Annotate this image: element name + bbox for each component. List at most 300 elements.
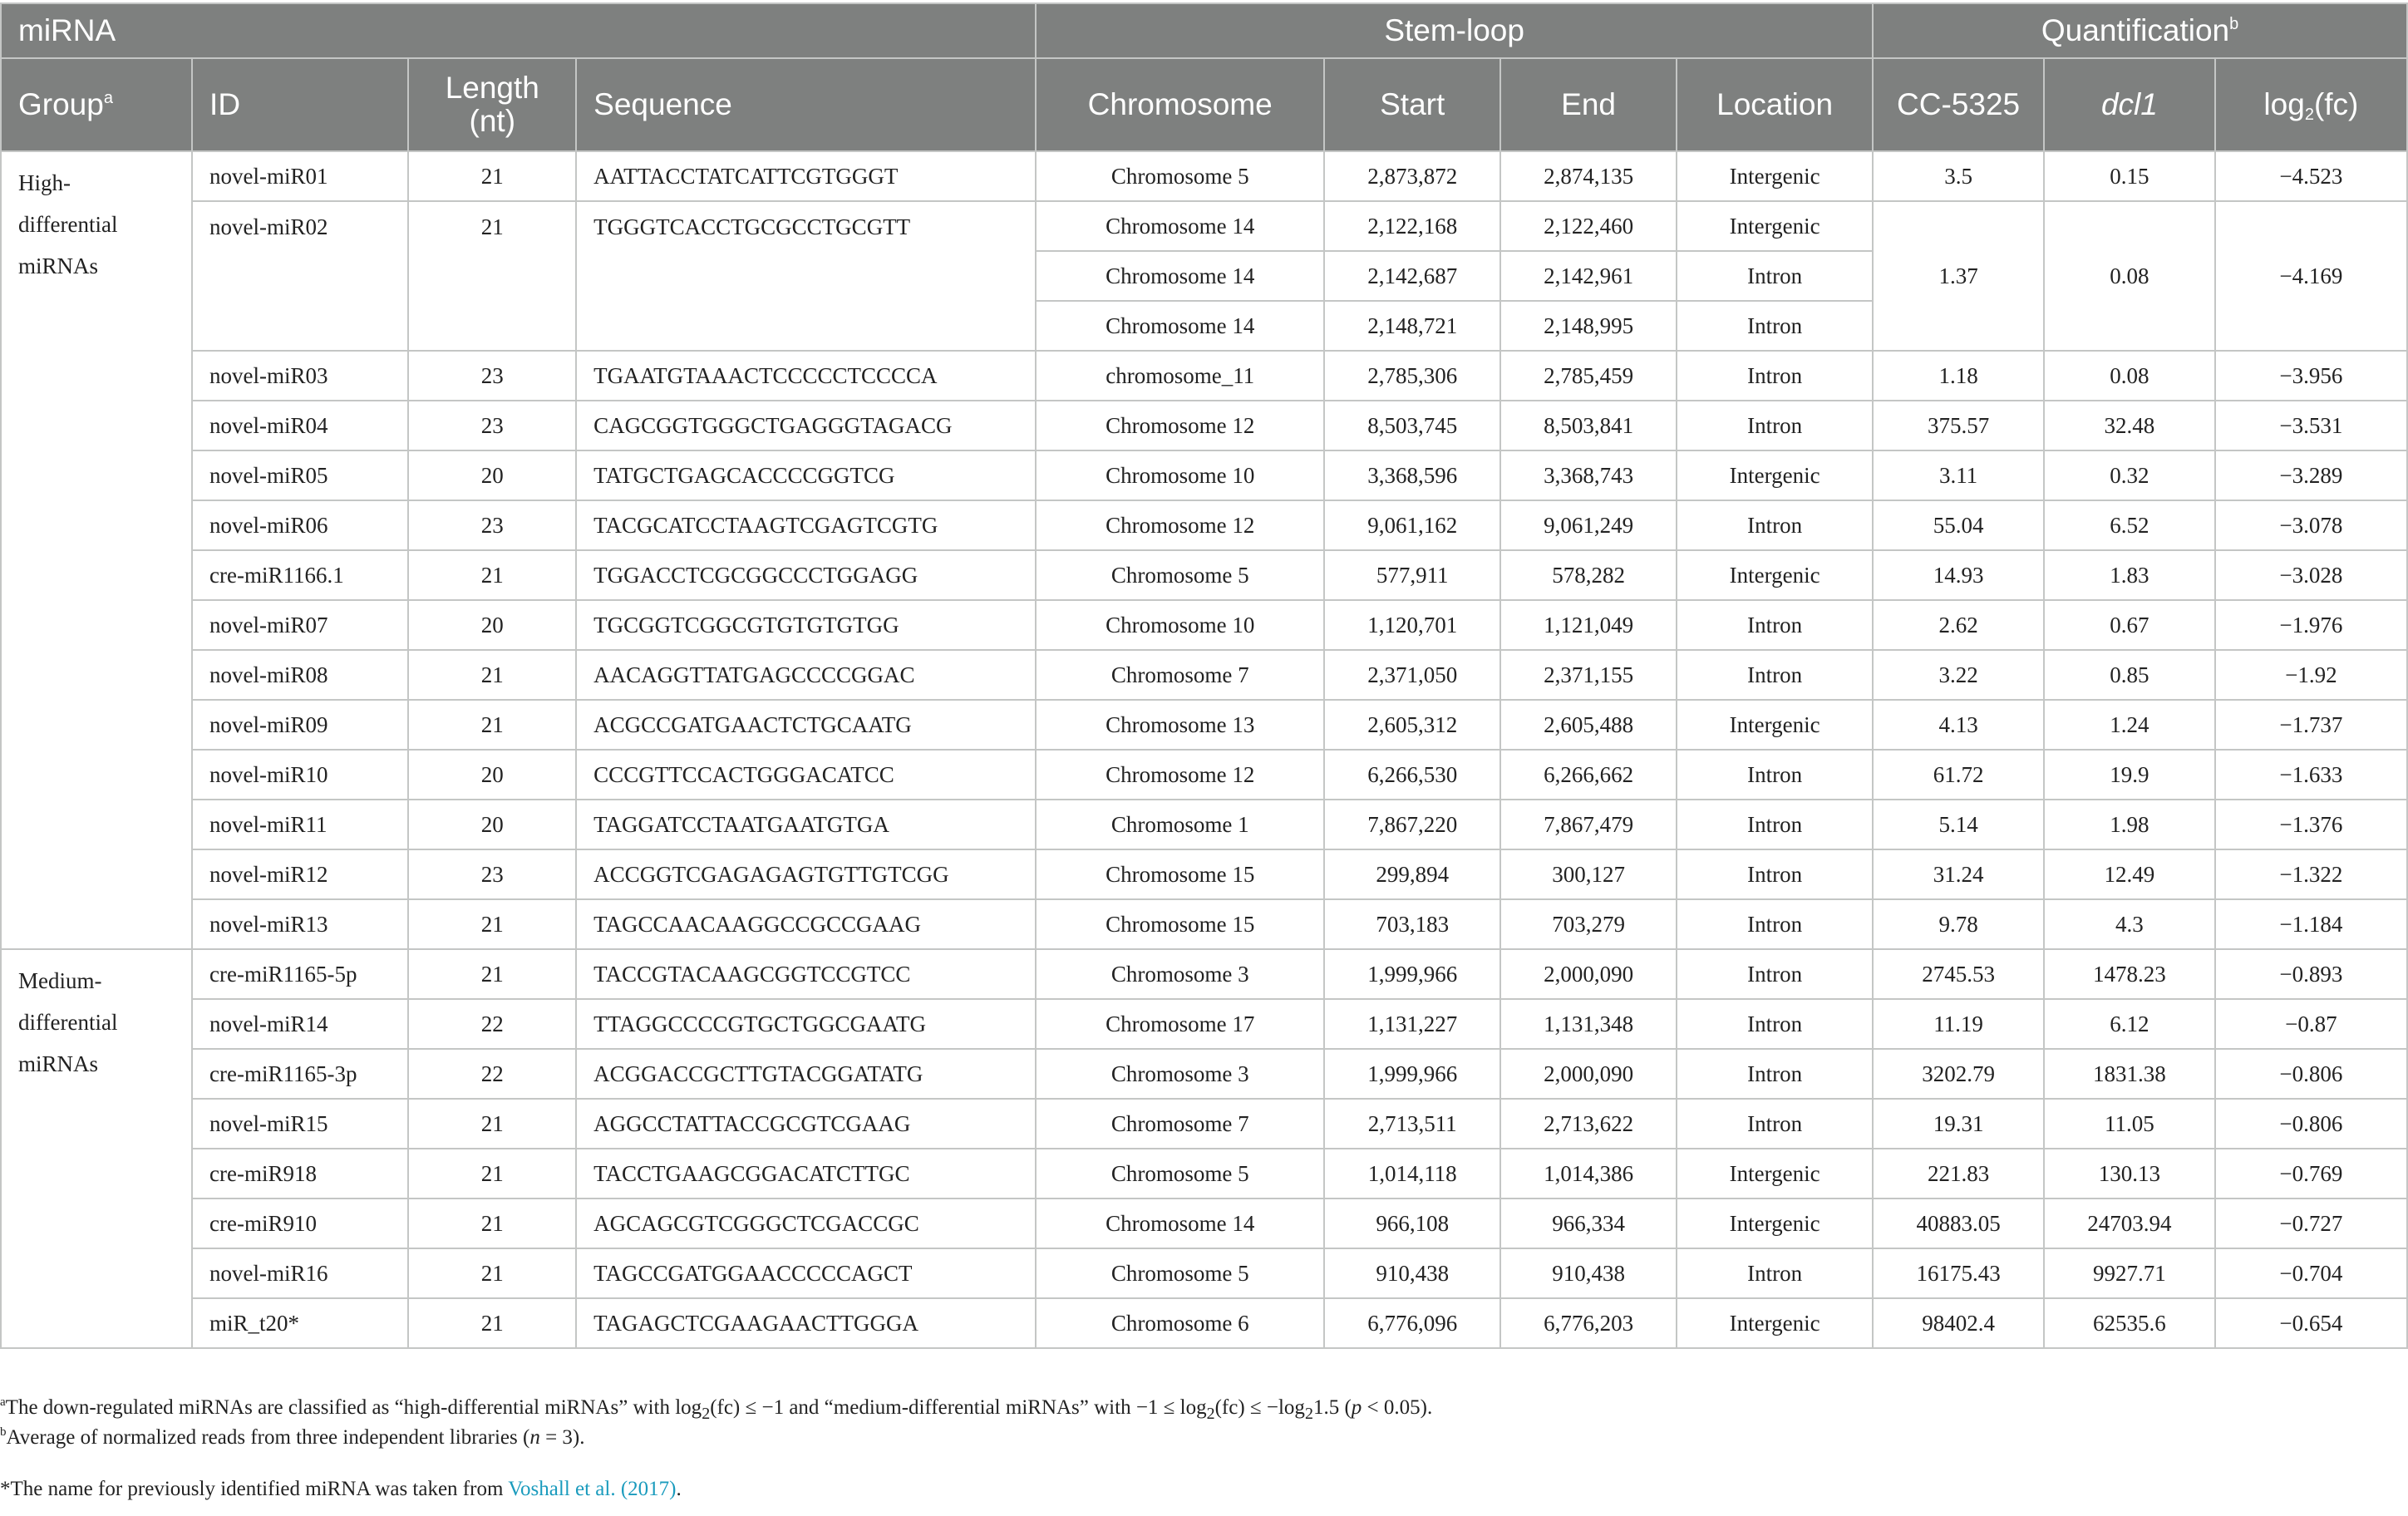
- cell-length: 20: [408, 600, 576, 650]
- cell-start: 2,873,872: [1324, 151, 1500, 201]
- cell-start: 910,438: [1324, 1248, 1500, 1298]
- cell-chromosome: Chromosome 6: [1036, 1298, 1324, 1348]
- header-chromosome: Chromosome: [1036, 58, 1324, 151]
- header-sequence: Sequence: [576, 58, 1036, 151]
- cell-dcl1: 0.15: [2044, 151, 2215, 201]
- cell-cc5325: 375.57: [1873, 401, 2044, 450]
- footnote-a-p: p: [1351, 1396, 1362, 1419]
- cell-start: 2,122,168: [1324, 201, 1500, 251]
- cell-end: 2,605,488: [1500, 700, 1677, 750]
- cell-end: 2,874,135: [1500, 151, 1677, 201]
- cell-log2fc: −3.028: [2215, 550, 2407, 600]
- cell-sequence: AACAGGTTATGAGCCCCGGAC: [576, 650, 1036, 700]
- table-row: [1, 1049, 2407, 1099]
- cell-end: 2,000,090: [1500, 949, 1677, 999]
- cell-sequence: TAGAGCTCGAAGAACTTGGGA: [576, 1298, 1036, 1348]
- cell-cc5325: 1.18: [1873, 351, 2044, 401]
- cell-log2fc: −4.169: [2215, 201, 2407, 351]
- header-end: End: [1500, 58, 1677, 151]
- footnote-a-mark: a: [0, 1395, 6, 1409]
- cell-chromosome: Chromosome 7: [1036, 650, 1324, 700]
- table-row: [1, 1149, 2407, 1199]
- cell-chromosome: Chromosome 13: [1036, 700, 1324, 750]
- cell-sequence: ACGGACCGCTTGTACGGATATG: [576, 1049, 1036, 1099]
- cell-end: 2,713,622: [1500, 1099, 1677, 1149]
- cell-chromosome: Chromosome 10: [1036, 600, 1324, 650]
- cell-cc5325: 3.11: [1873, 450, 2044, 500]
- footnote-a-sub-3: 2: [1304, 1405, 1313, 1423]
- cell-end: 2,148,995: [1500, 301, 1677, 351]
- footnote-star: [0, 1474, 1432, 1504]
- cell-location: Intron: [1677, 500, 1873, 550]
- cell-length: 23: [408, 401, 576, 450]
- cell-log2fc: −1.976: [2215, 600, 2407, 650]
- cell-id: novel-miR02: [192, 201, 408, 351]
- cell-log2fc: −1.184: [2215, 899, 2407, 949]
- cell-length: 23: [408, 500, 576, 550]
- cell-end: 3,368,743: [1500, 450, 1677, 500]
- cell-log2fc: −0.654: [2215, 1298, 2407, 1348]
- cell-end: 2,122,460: [1500, 201, 1677, 251]
- header-quantification-text: Quantification: [2041, 13, 2230, 47]
- header-group: [1, 58, 192, 151]
- cell-location: Intron: [1677, 251, 1873, 301]
- cell-location: Intron: [1677, 999, 1873, 1049]
- footnote-a-text-1: The down-regulated miRNAs are classified as “high-differential miRNAs” with log: [5, 1396, 702, 1419]
- cell-chromosome: Chromosome 5: [1036, 1149, 1324, 1199]
- cell-length: 21: [408, 899, 576, 949]
- cell-log2fc: −1.737: [2215, 700, 2407, 750]
- header-fc-text: (fc): [2313, 87, 2359, 121]
- cell-location: Intergenic: [1677, 450, 1873, 500]
- cell-end: 6,776,203: [1500, 1298, 1677, 1348]
- cell-location: Intron: [1677, 1099, 1873, 1149]
- cell-cc5325: 4.13: [1873, 700, 2044, 750]
- cell-start: 8,503,745: [1324, 401, 1500, 450]
- header-row-2: [1, 58, 2407, 151]
- cell-chromosome: Chromosome 1: [1036, 800, 1324, 849]
- cell-start: 2,785,306: [1324, 351, 1500, 401]
- cell-location: Intergenic: [1677, 1298, 1873, 1348]
- cell-chromosome: Chromosome 14: [1036, 251, 1324, 301]
- cell-start: 1,999,966: [1324, 949, 1500, 999]
- cell-length: 21: [408, 1149, 576, 1199]
- cell-cc5325: 9.78: [1873, 899, 2044, 949]
- cell-dcl1: 1.83: [2044, 550, 2215, 600]
- cell-sequence: TTAGGCCCCGTGCTGGCGAATG: [576, 999, 1036, 1049]
- cell-log2fc: −3.078: [2215, 500, 2407, 550]
- cell-start: 9,061,162: [1324, 500, 1500, 550]
- cell-cc5325: 2.62: [1873, 600, 2044, 650]
- cell-length: 21: [408, 1199, 576, 1248]
- cell-cc5325: 221.83: [1873, 1149, 2044, 1199]
- cell-dcl1: 0.32: [2044, 450, 2215, 500]
- cell-start: 1,131,227: [1324, 999, 1500, 1049]
- mirna-table: [0, 2, 2408, 1349]
- cell-dcl1: 1478.23: [2044, 949, 2215, 999]
- header-id: ID: [192, 58, 408, 151]
- table-row: [1, 500, 2407, 550]
- table-row: [1, 750, 2407, 800]
- cell-location: Intron: [1677, 849, 1873, 899]
- cell-location: Intron: [1677, 899, 1873, 949]
- group-cell-high: [1, 151, 192, 949]
- footnote-a: [0, 1393, 1432, 1423]
- footnote-b-text-2: = 3).: [539, 1426, 585, 1449]
- cell-cc5325: 5.14: [1873, 800, 2044, 849]
- cell-chromosome: Chromosome 14: [1036, 301, 1324, 351]
- table-body: [1, 151, 2407, 1348]
- cell-location: Intergenic: [1677, 201, 1873, 251]
- cell-log2fc: −3.289: [2215, 450, 2407, 500]
- cell-dcl1: 12.49: [2044, 849, 2215, 899]
- footnote-b-text-1: Average of normalized reads from three independent libraries (: [6, 1426, 530, 1449]
- cell-log2fc: −0.806: [2215, 1099, 2407, 1149]
- cell-sequence: TACGCATCCTAAGTCGAGTCGTG: [576, 500, 1036, 550]
- cell-id: novel-miR15: [192, 1099, 408, 1149]
- header-cc5325: CC-5325: [1873, 58, 2044, 151]
- cell-chromosome: Chromosome 7: [1036, 1099, 1324, 1149]
- cell-dcl1: 11.05: [2044, 1099, 2215, 1149]
- table-row: [1, 700, 2407, 750]
- cell-id: novel-miR03: [192, 351, 408, 401]
- cell-chromosome: Chromosome 3: [1036, 949, 1324, 999]
- cell-length: 20: [408, 450, 576, 500]
- cell-log2fc: −0.806: [2215, 1049, 2407, 1099]
- cell-location: Intron: [1677, 301, 1873, 351]
- group-label-line: differential: [18, 1010, 118, 1035]
- footnote-b: [0, 1423, 1432, 1453]
- cell-start: 966,108: [1324, 1199, 1500, 1248]
- cell-length: 20: [408, 800, 576, 849]
- cell-chromosome: Chromosome 14: [1036, 1199, 1324, 1248]
- cell-location: Intron: [1677, 750, 1873, 800]
- cell-dcl1: 1.24: [2044, 700, 2215, 750]
- header-quantification-footnote-mark: b: [2229, 15, 2239, 33]
- cell-id: novel-miR07: [192, 600, 408, 650]
- cell-start: 1,014,118: [1324, 1149, 1500, 1199]
- header-group-text: Group: [18, 87, 104, 121]
- cell-cc5325: 3.5: [1873, 151, 2044, 201]
- cell-id: novel-miR16: [192, 1248, 408, 1298]
- cell-chromosome: Chromosome 10: [1036, 450, 1324, 500]
- cell-start: 2,605,312: [1324, 700, 1500, 750]
- cell-log2fc: −1.633: [2215, 750, 2407, 800]
- footnote-a-text-5: < 0.05).: [1362, 1396, 1433, 1419]
- cell-end: 2,785,459: [1500, 351, 1677, 401]
- cell-length: 22: [408, 999, 576, 1049]
- cell-end: 8,503,841: [1500, 401, 1677, 450]
- table-row: [1, 1248, 2407, 1298]
- cell-start: 1,120,701: [1324, 600, 1500, 650]
- footnote-a-text-3: (fc) ≤ −log: [1214, 1396, 1305, 1419]
- header-log-subscript: 2: [2304, 106, 2314, 124]
- cell-chromosome: chromosome_11: [1036, 351, 1324, 401]
- cell-start: 703,183: [1324, 899, 1500, 949]
- cell-cc5325: 31.24: [1873, 849, 2044, 899]
- cell-chromosome: Chromosome 5: [1036, 1248, 1324, 1298]
- cell-sequence: TACCTGAAGCGGACATCTTGC: [576, 1149, 1036, 1199]
- cell-dcl1: 24703.94: [2044, 1199, 2215, 1248]
- cell-start: 7,867,220: [1324, 800, 1500, 849]
- cell-dcl1: 0.67: [2044, 600, 2215, 650]
- cell-location: Intergenic: [1677, 1149, 1873, 1199]
- cell-id: cre-miR918: [192, 1149, 408, 1199]
- cell-end: 1,014,386: [1500, 1149, 1677, 1199]
- header-group-footnote-mark: a: [103, 89, 113, 107]
- cell-start: 299,894: [1324, 849, 1500, 899]
- footnotes: [0, 1393, 1432, 1504]
- cell-id: novel-miR13: [192, 899, 408, 949]
- cell-cc5325: 98402.4: [1873, 1298, 2044, 1348]
- cell-log2fc: −0.893: [2215, 949, 2407, 999]
- cell-length: 21: [408, 700, 576, 750]
- cell-chromosome: Chromosome 12: [1036, 500, 1324, 550]
- cell-location: Intergenic: [1677, 151, 1873, 201]
- cell-sequence: ACGCCGATGAACTCTGCAATG: [576, 700, 1036, 750]
- cell-sequence: AGCAGCGTCGGGCTCGACCGC: [576, 1199, 1036, 1248]
- cell-start: 1,999,966: [1324, 1049, 1500, 1099]
- cell-id: novel-miR11: [192, 800, 408, 849]
- cell-cc5325: 19.31: [1873, 1099, 2044, 1149]
- header-length-line1: Length: [445, 71, 539, 105]
- cell-id: cre-miR910: [192, 1199, 408, 1248]
- cell-end: 2,000,090: [1500, 1049, 1677, 1099]
- cell-end: 9,061,249: [1500, 500, 1677, 550]
- cell-dcl1: 0.85: [2044, 650, 2215, 700]
- cell-length: 21: [408, 949, 576, 999]
- cell-id: novel-miR10: [192, 750, 408, 800]
- cell-cc5325: 55.04: [1873, 500, 2044, 550]
- cell-start: 6,776,096: [1324, 1298, 1500, 1348]
- cell-length: 21: [408, 650, 576, 700]
- cell-start: 3,368,596: [1324, 450, 1500, 500]
- cell-sequence: TGAATGTAAACTCCCCCTCCCCA: [576, 351, 1036, 401]
- cell-log2fc: −1.92: [2215, 650, 2407, 700]
- cell-id: novel-miR08: [192, 650, 408, 700]
- table-row: [1, 1298, 2407, 1348]
- cell-chromosome: Chromosome 17: [1036, 999, 1324, 1049]
- cell-end: 1,121,049: [1500, 600, 1677, 650]
- cell-chromosome: Chromosome 5: [1036, 151, 1324, 201]
- cell-sequence: TGGGTCACCTGCGCCTGCGTT: [576, 201, 1036, 351]
- cell-end: 2,142,961: [1500, 251, 1677, 301]
- cell-end: 7,867,479: [1500, 800, 1677, 849]
- cell-length: 21: [408, 1099, 576, 1149]
- cell-id: novel-miR05: [192, 450, 408, 500]
- group-cell-medium: [1, 949, 192, 1348]
- cell-length: 21: [408, 1248, 576, 1298]
- header-log-text: log: [2263, 87, 2305, 121]
- cell-end: 910,438: [1500, 1248, 1677, 1298]
- footnote-a-text-2: (fc) ≤ −1 and “medium-differential miRNAs” with −1 ≤ log: [710, 1396, 1207, 1419]
- group-label-line: differential: [18, 212, 118, 237]
- cell-id: novel-miR04: [192, 401, 408, 450]
- footnote-b-mark: b: [0, 1425, 7, 1439]
- cell-id: novel-miR14: [192, 999, 408, 1049]
- cell-sequence: TACCGTACAAGCGGTCCGTCC: [576, 949, 1036, 999]
- cell-log2fc: −1.322: [2215, 849, 2407, 899]
- cell-sequence: TGCGGTCGGCGTGTGTGTGG: [576, 600, 1036, 650]
- group-label-line: miRNAs: [18, 253, 99, 278]
- group-label-line: Medium-: [18, 968, 102, 993]
- table-row: [1, 800, 2407, 849]
- cell-chromosome: Chromosome 15: [1036, 899, 1324, 949]
- cell-log2fc: −0.87: [2215, 999, 2407, 1049]
- cell-id: novel-miR06: [192, 500, 408, 550]
- cell-sequence: TGGACCTCGCGGCCCTGGAGG: [576, 550, 1036, 600]
- cell-id: miR_t20*: [192, 1298, 408, 1348]
- table-row: [1, 949, 2407, 999]
- cell-log2fc: −4.523: [2215, 151, 2407, 201]
- group-label-line: miRNAs: [18, 1051, 99, 1076]
- cell-sequence: ACCGGTCGAGAGAGTGTTGTCGG: [576, 849, 1036, 899]
- header-start: Start: [1324, 58, 1500, 151]
- cell-dcl1: 19.9: [2044, 750, 2215, 800]
- footnote-star-text-2: .: [676, 1478, 682, 1500]
- table-row: [1, 151, 2407, 201]
- header-log2fc: [2215, 58, 2407, 151]
- cell-dcl1: 1.98: [2044, 800, 2215, 849]
- cell-length: 21: [408, 201, 576, 351]
- cell-chromosome: Chromosome 12: [1036, 401, 1324, 450]
- header-location: Location: [1677, 58, 1873, 151]
- cell-cc5325: 11.19: [1873, 999, 2044, 1049]
- cell-dcl1: 9927.71: [2044, 1248, 2215, 1298]
- cell-log2fc: −0.769: [2215, 1149, 2407, 1199]
- cell-sequence: CAGCGGTGGGCTGAGGGTAGACG: [576, 401, 1036, 450]
- cell-cc5325: 1.37: [1873, 201, 2044, 351]
- footnote-a-sub-2: 2: [1206, 1405, 1215, 1423]
- citation-link-voshall-2017[interactable]: Voshall et al. (2017): [508, 1478, 677, 1500]
- table-row: [1, 1199, 2407, 1248]
- table-row: [1, 401, 2407, 450]
- cell-sequence: AGGCCTATTACCGCGTCGAAG: [576, 1099, 1036, 1149]
- cell-cc5325: 61.72: [1873, 750, 2044, 800]
- cell-id: novel-miR09: [192, 700, 408, 750]
- cell-chromosome: Chromosome 5: [1036, 550, 1324, 600]
- cell-end: 1,131,348: [1500, 999, 1677, 1049]
- table-row: [1, 550, 2407, 600]
- group-label-line: High-: [18, 170, 71, 195]
- cell-location: Intron: [1677, 401, 1873, 450]
- cell-location: Intron: [1677, 1248, 1873, 1298]
- cell-length: 21: [408, 151, 576, 201]
- cell-start: 2,142,687: [1324, 251, 1500, 301]
- cell-end: 966,334: [1500, 1199, 1677, 1248]
- table-row: [1, 351, 2407, 401]
- cell-location: Intergenic: [1677, 700, 1873, 750]
- cell-sequence: TAGCCGATGGAACCCCCAGCT: [576, 1248, 1036, 1298]
- cell-cc5325: 16175.43: [1873, 1248, 2044, 1298]
- cell-log2fc: −3.956: [2215, 351, 2407, 401]
- cell-cc5325: 3202.79: [1873, 1049, 2044, 1099]
- cell-id: cre-miR1165-5p: [192, 949, 408, 999]
- table-row: [1, 849, 2407, 899]
- footnote-a-text-4: 1.5 (: [1312, 1396, 1352, 1419]
- footnote-star-text-1: *The name for previously identified miRNA was taken from: [0, 1478, 509, 1500]
- cell-location: Intergenic: [1677, 550, 1873, 600]
- cell-end: 2,371,155: [1500, 650, 1677, 700]
- footnote-b-n: n: [529, 1426, 540, 1449]
- table-row: [1, 600, 2407, 650]
- cell-log2fc: −3.531: [2215, 401, 2407, 450]
- cell-end: 703,279: [1500, 899, 1677, 949]
- table-row: [1, 999, 2407, 1049]
- cell-dcl1: 6.52: [2044, 500, 2215, 550]
- cell-sequence: CCCGTTCCACTGGGACATCC: [576, 750, 1036, 800]
- cell-start: 2,148,721: [1324, 301, 1500, 351]
- cell-cc5325: 3.22: [1873, 650, 2044, 700]
- header-quantification: [1873, 3, 2407, 58]
- cell-location: Intron: [1677, 949, 1873, 999]
- cell-dcl1: 1831.38: [2044, 1049, 2215, 1099]
- header-dcl1: [2044, 58, 2215, 151]
- header-mirna: miRNA: [1, 3, 1036, 58]
- cell-location: Intron: [1677, 800, 1873, 849]
- cell-dcl1: 0.08: [2044, 201, 2215, 351]
- cell-chromosome: Chromosome 12: [1036, 750, 1324, 800]
- table-row: [1, 201, 2407, 251]
- cell-dcl1: 32.48: [2044, 401, 2215, 450]
- cell-length: 23: [408, 849, 576, 899]
- table-row: [1, 450, 2407, 500]
- header-length: [408, 58, 576, 151]
- table-row: [1, 899, 2407, 949]
- cell-cc5325: 14.93: [1873, 550, 2044, 600]
- mirna-table-container: [0, 2, 2408, 1349]
- cell-log2fc: −1.376: [2215, 800, 2407, 849]
- cell-id: novel-miR12: [192, 849, 408, 899]
- cell-sequence: TAGGATCCTAATGAATGTGA: [576, 800, 1036, 849]
- cell-dcl1: 0.08: [2044, 351, 2215, 401]
- cell-dcl1: 62535.6: [2044, 1298, 2215, 1348]
- cell-start: 6,266,530: [1324, 750, 1500, 800]
- footnote-a-sub-1: 2: [702, 1405, 711, 1423]
- cell-chromosome: Chromosome 14: [1036, 201, 1324, 251]
- cell-length: 23: [408, 351, 576, 401]
- cell-end: 300,127: [1500, 849, 1677, 899]
- cell-end: 6,266,662: [1500, 750, 1677, 800]
- cell-length: 21: [408, 550, 576, 600]
- cell-end: 578,282: [1500, 550, 1677, 600]
- cell-start: 2,713,511: [1324, 1099, 1500, 1149]
- cell-location: Intergenic: [1677, 1199, 1873, 1248]
- cell-chromosome: Chromosome 15: [1036, 849, 1324, 899]
- cell-start: 577,911: [1324, 550, 1500, 600]
- cell-dcl1: 6.12: [2044, 999, 2215, 1049]
- cell-id: novel-miR01: [192, 151, 408, 201]
- cell-sequence: TAGCCAACAAGGCCGCCGAAG: [576, 899, 1036, 949]
- cell-dcl1: 4.3: [2044, 899, 2215, 949]
- cell-cc5325: 40883.05: [1873, 1199, 2044, 1248]
- cell-start: 2,371,050: [1324, 650, 1500, 700]
- cell-sequence: TATGCTGAGCACCCCGGTCG: [576, 450, 1036, 500]
- cell-location: Intron: [1677, 1049, 1873, 1099]
- cell-log2fc: −0.704: [2215, 1248, 2407, 1298]
- cell-location: Intron: [1677, 600, 1873, 650]
- header-dcl1-text: dcl1: [2100, 87, 2158, 121]
- cell-cc5325: 2745.53: [1873, 949, 2044, 999]
- cell-id: cre-miR1165-3p: [192, 1049, 408, 1099]
- cell-id: cre-miR1166.1: [192, 550, 408, 600]
- header-length-line2: (nt): [469, 104, 516, 138]
- table-row: [1, 650, 2407, 700]
- header-row-1: [1, 3, 2407, 58]
- cell-location: Intron: [1677, 351, 1873, 401]
- cell-log2fc: −0.727: [2215, 1199, 2407, 1248]
- table-row: [1, 1099, 2407, 1149]
